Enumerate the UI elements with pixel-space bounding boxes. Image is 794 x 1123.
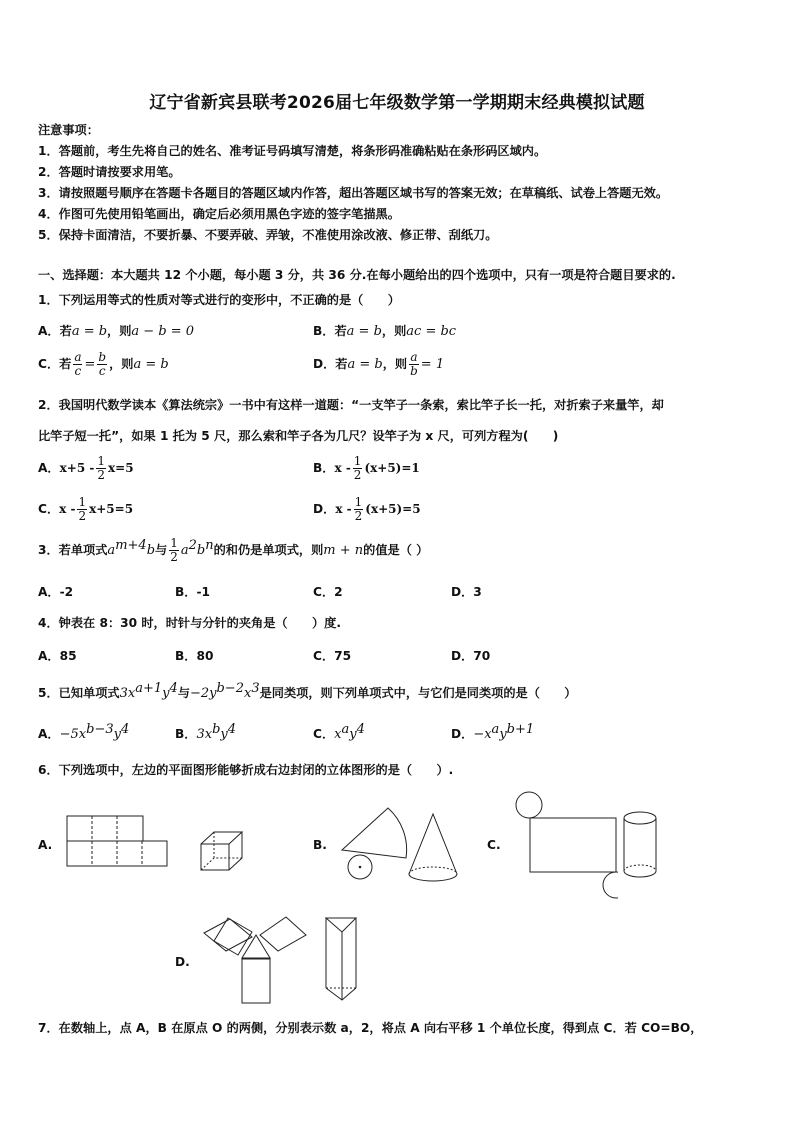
math: a = b (346, 324, 382, 339)
q6-label-d: D. (175, 955, 190, 969)
text: ，则 (107, 324, 132, 338)
math: x+5=5 (89, 502, 134, 516)
figure-a-net (66, 815, 168, 867)
q3-option: A．-2 (38, 585, 74, 599)
math: y (113, 727, 121, 743)
text: ，则 (381, 324, 407, 338)
q4-option: B．80 (175, 649, 214, 663)
q5-option-b (175, 722, 236, 742)
fraction: $\frac{1}{2}$ (97, 454, 105, 482)
notice-heading: 注意事项： (38, 123, 99, 137)
math: a (491, 722, 500, 737)
q3-option: C．2 (313, 585, 343, 599)
math: y (499, 727, 507, 743)
option-label: C．若 (38, 357, 72, 371)
question-2-stem: 2．我国明代数学读本《算法统宗》一书中有这样一道题：“一支竿子一条索，索比竿子长一托，对折索子来量竿，却 (38, 398, 664, 412)
fraction: $\frac{1}{2}$ (170, 536, 178, 564)
q2-option-d (313, 496, 421, 523)
math: 3x (119, 686, 136, 702)
math: −x (473, 727, 492, 743)
question-1-stem: 1．下列运用等式的性质对等式进行的变形中，不正确的是（ ） (38, 293, 400, 307)
math: a = b (347, 357, 383, 372)
question-2-stem-cont: 比竿子短一托”，如果 1 托为 5 尺，那么索和竿子各为几尺？设竿子为 x 尺，可列方程为( ) (38, 429, 559, 443)
math: a − b = 0 (131, 324, 195, 339)
figure-a-cube (198, 830, 246, 872)
q3-option: D．3 (451, 585, 482, 599)
q6-label-a: A. (38, 838, 53, 852)
figure-c-cylinder (620, 810, 660, 880)
math: = (84, 357, 96, 372)
q3-option: B．-1 (175, 585, 211, 599)
math: y (349, 727, 357, 743)
q1-option-d (313, 351, 444, 378)
math: −5x (59, 727, 87, 743)
option-label: B．若 (313, 324, 347, 338)
q5-option-a (38, 722, 129, 742)
question-3-stem (38, 537, 428, 564)
q6-label-b: B. (313, 838, 327, 852)
math: a = b (133, 357, 169, 372)
q2-option-c (38, 496, 133, 523)
section-heading: 一、选择题：本大题共 12 个小题，每小题 3 分，共 36 分.在每小题给出的四个选项中，只有一项是符合题目要求的. (38, 268, 676, 282)
notice-item: 1．答题前，考生先将自己的姓名、准考证号码填写清楚，将条形码准确粘贴在条形码区域内。 (38, 144, 547, 158)
q6-label-c: C. (487, 838, 501, 852)
text: ，则 (109, 357, 134, 371)
option-label: B． (175, 727, 197, 742)
math: 2 (188, 537, 197, 553)
math: b+1 (506, 722, 535, 737)
fraction: $\frac{b}{c}$ (98, 350, 107, 378)
fraction: $\frac{1}{2}$ (353, 454, 362, 482)
fraction: $\frac{1}{2}$ (354, 495, 363, 523)
figure-b-sector (338, 806, 410, 882)
math: n (205, 537, 214, 553)
math: b (196, 543, 206, 558)
question-6-stem: 6．下列选项中，左边的平面图形能够折成右边封闭的立体图形的是（ ）. (38, 763, 454, 777)
math: ac = bc (406, 324, 457, 339)
math: 4 (356, 722, 365, 737)
math: a+1 (135, 681, 163, 696)
notice-item: 4．作图可先使用铅笔画出，确定后必须用黑色字迹的签字笔描黑。 (38, 207, 400, 221)
math: x=5 (107, 461, 134, 475)
math: 3x (196, 727, 213, 743)
math: m + n (323, 543, 364, 558)
option-label: A．若 (38, 324, 72, 338)
math: y (162, 686, 170, 702)
text: 的和仍是单项式，则 (213, 543, 324, 557)
text: 的值是（ ） (363, 543, 429, 557)
q2-option-b (313, 455, 420, 482)
math: a (180, 543, 189, 558)
math: x - (59, 502, 76, 516)
math: (x+5)=1 (364, 461, 420, 475)
math: −2y (189, 686, 217, 702)
figure-d-prism (322, 914, 368, 1004)
q5-option-d (451, 722, 534, 742)
option-label: C． (313, 727, 335, 742)
math: b (212, 722, 221, 737)
notice-item: 2．答题时请按要求用笔。 (38, 165, 181, 179)
text: 与 (155, 543, 168, 557)
q1-option-a (38, 322, 194, 339)
q4-option: D．70 (451, 649, 491, 663)
figure-b-cone (406, 812, 460, 884)
math: x+5 - (59, 461, 95, 475)
fraction: $\frac{a}{c}$ (74, 350, 82, 378)
figure-d-net (202, 913, 310, 1005)
q5-option-c (313, 722, 365, 742)
math: x (243, 686, 252, 702)
q4-option: C．75 (313, 649, 352, 663)
math: b (146, 543, 156, 558)
q1-option-b (313, 322, 456, 339)
option-label: B． (313, 461, 335, 475)
math: x - (334, 461, 351, 475)
option-label: D． (451, 727, 474, 742)
math: x - (335, 502, 352, 516)
math: b−3 (86, 722, 114, 737)
fraction: $\frac{a}{b}$ (410, 350, 418, 378)
text: 是同类项，则下列单项式中，与它们是同类项的是（ ） (259, 686, 577, 701)
figure-c-net (510, 790, 618, 900)
notice-item: 3．请按照题号顺序在答题卡各题目的答题区域内作答，超出答题区域书写的答案无效；在草稿纸、试卷上答题无效。 (38, 186, 669, 200)
math: 3 (251, 681, 260, 696)
option-label: A． (38, 727, 60, 742)
math: = 1 (420, 357, 445, 372)
notice-item: 5．保持卡面清洁，不要折暴、不要弄破、弄皱，不准使用涂改液、修正带、刮纸刀。 (38, 228, 498, 242)
page-title: 辽宁省新宾县联考2026届七年级数学第一学期期末经典模拟试题 (149, 93, 645, 113)
option-label: D． (313, 502, 336, 516)
text: 3．若单项式 (38, 543, 108, 557)
math: 4 (227, 722, 237, 737)
math: a (341, 722, 350, 737)
question-4-stem: 4．钟表在 8：30 时，时针与分针的夹角是（ ）度. (38, 616, 341, 630)
option-label: D．若 (313, 357, 348, 371)
math: m+4 (115, 537, 147, 553)
fraction: $\frac{1}{2}$ (78, 495, 87, 523)
text: 与 (177, 686, 190, 701)
q4-option: A．85 (38, 649, 77, 663)
question-5-stem (38, 681, 576, 701)
option-label: C． (38, 502, 60, 516)
math: a = b (71, 324, 108, 339)
text: 5．已知单项式 (38, 686, 120, 701)
math: y (220, 727, 228, 743)
math: 4 (120, 722, 130, 737)
question-7-stem: 7．在数轴上，点 A，B 在原点 O 的两侧，分别表示数 a，2，将点 A 向右平移 1 个单位长度，得到点 C．若 CO=BO， (38, 1021, 703, 1035)
math: (x+5)=5 (365, 502, 421, 516)
math: a (107, 543, 116, 558)
math: 4 (169, 681, 178, 696)
q1-option-c (38, 351, 169, 378)
option-label: A． (38, 461, 60, 475)
math: b−2 (216, 681, 244, 696)
math: x (334, 727, 342, 743)
q2-option-a (38, 455, 134, 482)
text: ，则 (382, 357, 408, 371)
